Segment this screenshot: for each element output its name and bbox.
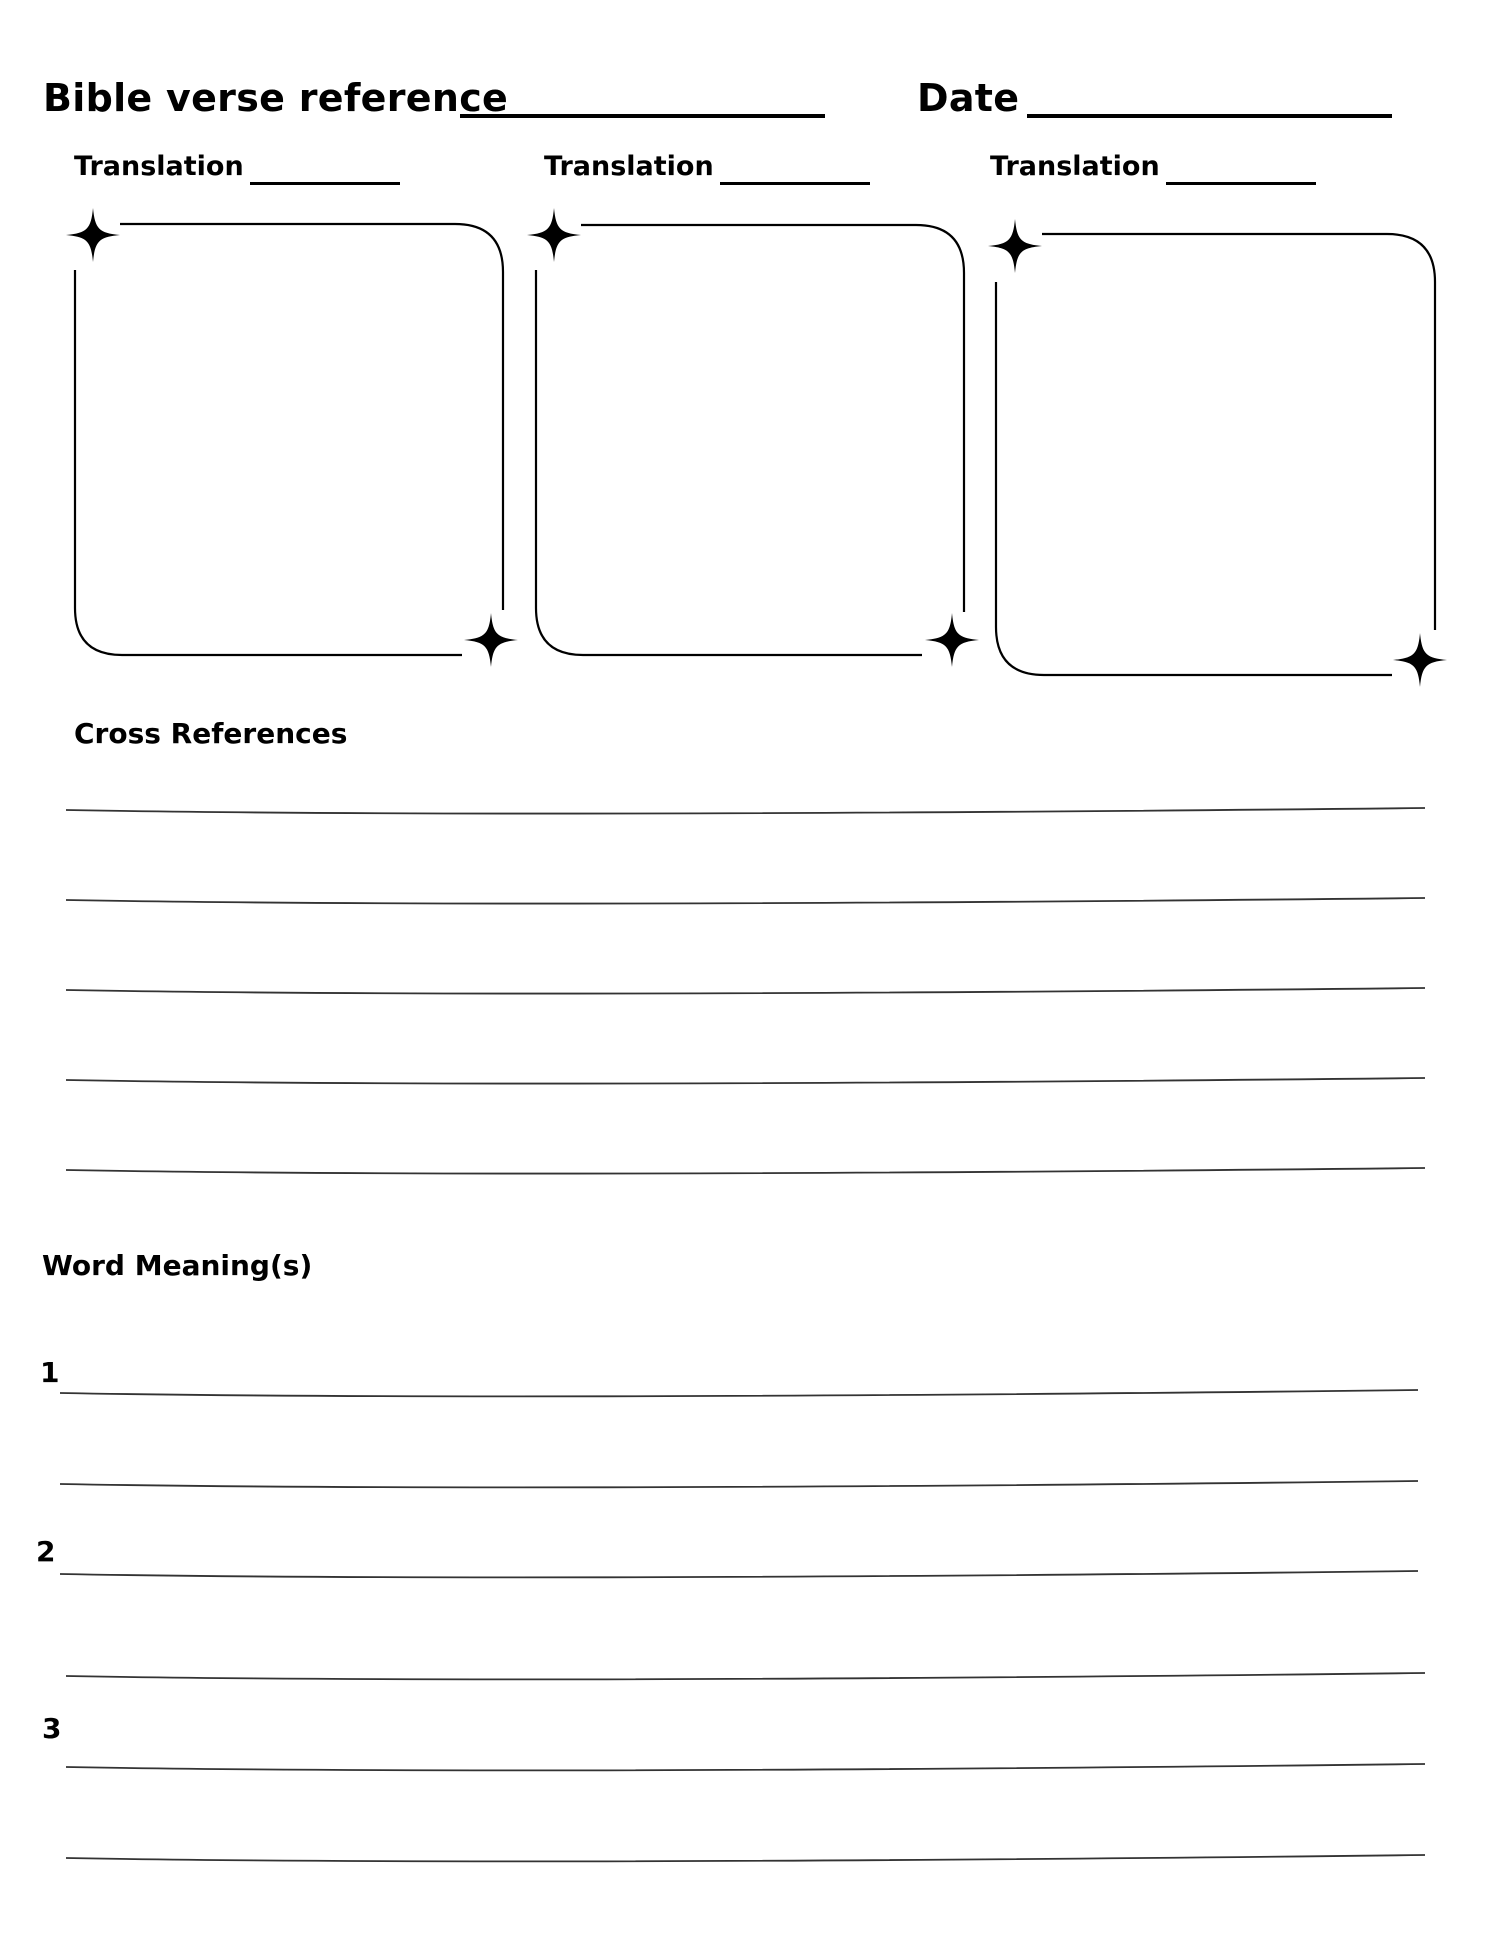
word-meaning-line[interactable] bbox=[66, 1855, 1425, 1861]
word-meaning-number-1: 1 bbox=[40, 1356, 60, 1389]
sparkle-icon bbox=[66, 208, 120, 262]
sparkle-icon bbox=[988, 219, 1042, 273]
cross-reference-line[interactable] bbox=[66, 1168, 1425, 1174]
translation-label-3: Translation bbox=[990, 151, 1160, 182]
translation-label-2: Translation bbox=[544, 151, 714, 182]
translation-box-1[interactable] bbox=[75, 224, 503, 655]
sparkle-icon bbox=[1393, 633, 1447, 687]
sparkle-icon bbox=[925, 613, 979, 667]
word-meaning-number-3: 3 bbox=[42, 1712, 62, 1745]
verse-reference-label: Bible verse reference bbox=[43, 76, 509, 120]
word-meaning-lines[interactable] bbox=[60, 1390, 1425, 1861]
translation-label-1: Translation bbox=[74, 151, 244, 182]
word-meaning-line[interactable] bbox=[66, 1764, 1425, 1770]
word-meaning-line[interactable] bbox=[60, 1571, 1418, 1577]
word-meaning-line[interactable] bbox=[60, 1481, 1418, 1487]
word-meaning-number-2: 2 bbox=[36, 1535, 56, 1568]
cross-references-heading: Cross References bbox=[74, 717, 348, 750]
cross-references-lines[interactable] bbox=[66, 808, 1425, 1174]
word-meanings-heading: Word Meaning(s) bbox=[42, 1249, 313, 1282]
translation-box-2[interactable] bbox=[536, 225, 964, 655]
sparkle-icon bbox=[527, 208, 581, 262]
cross-reference-line[interactable] bbox=[66, 898, 1425, 904]
cross-reference-line[interactable] bbox=[66, 1078, 1425, 1084]
cross-reference-line[interactable] bbox=[66, 988, 1425, 994]
cross-reference-line[interactable] bbox=[66, 808, 1425, 814]
word-meaning-line[interactable] bbox=[66, 1673, 1425, 1679]
date-label: Date bbox=[917, 76, 1020, 120]
word-meaning-line[interactable] bbox=[60, 1390, 1418, 1396]
sparkle-icon bbox=[464, 613, 518, 667]
translation-box-3[interactable] bbox=[996, 234, 1435, 675]
